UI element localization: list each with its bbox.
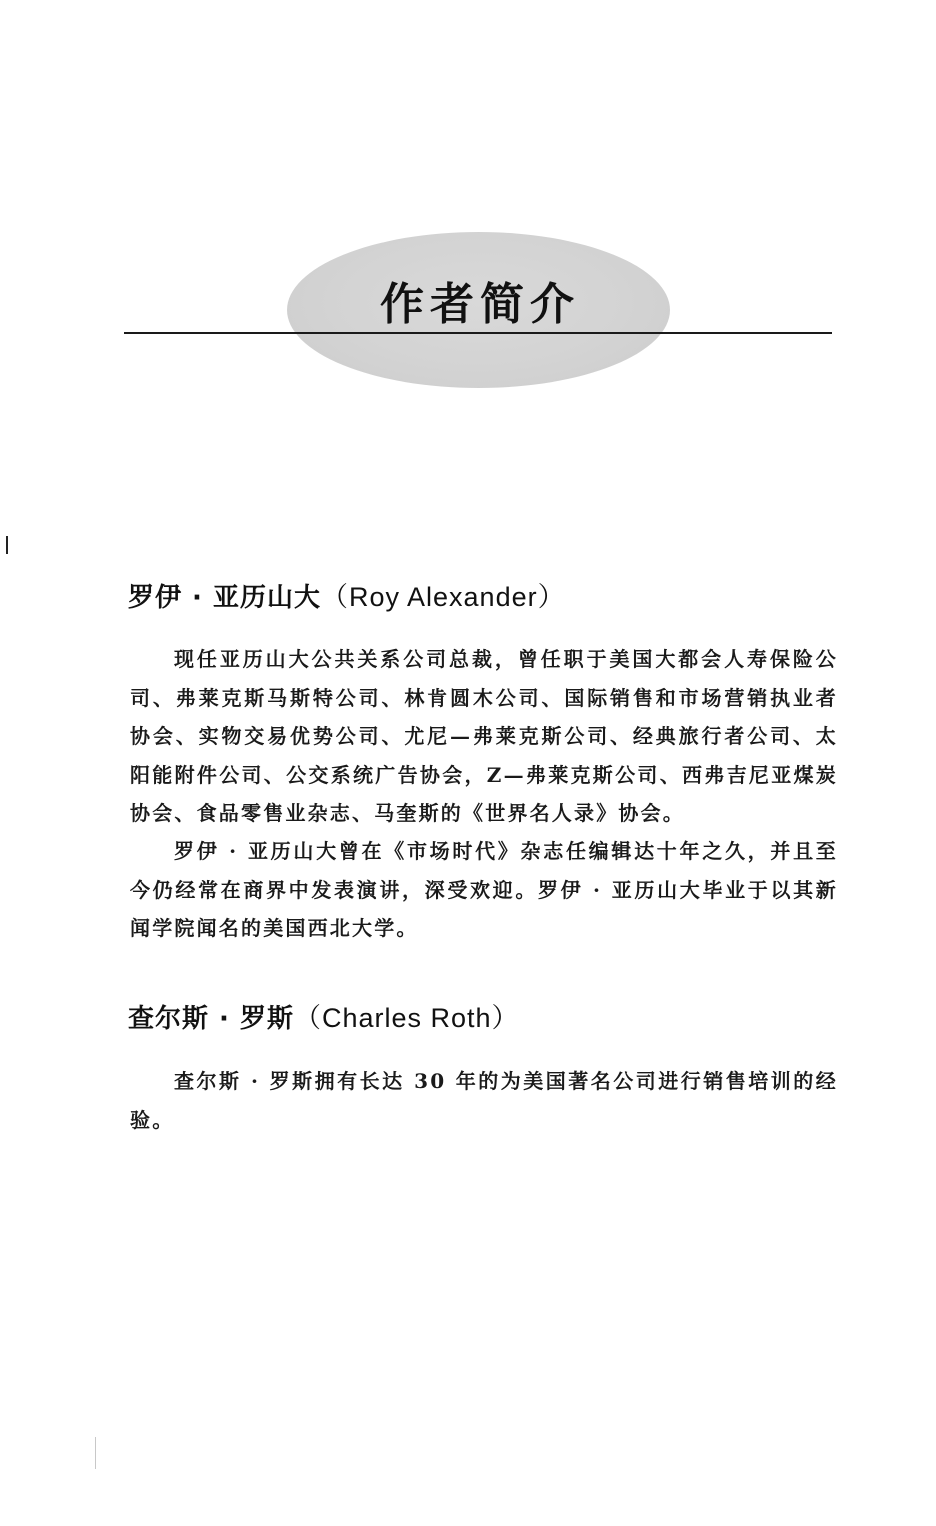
author-heading-roy-alexander bbox=[128, 575, 566, 614]
page-title: 作者简介 bbox=[380, 279, 580, 330]
author-name-chinese: 查尔斯 · 罗斯 bbox=[128, 1004, 294, 1034]
scan-margin-mark bbox=[6, 536, 8, 554]
author-bio-paragraph: 罗伊 · 亚历山大曾在《市场时代》杂志任编辑达十年之久，并且至今仍经常在商界中发表演讲，深受欢迎。罗伊 · 亚历山大毕业于以其新闻学院闻名的美国西北大学。 bbox=[130, 839, 838, 940]
author-name-english: （Roy Alexander） bbox=[320, 582, 566, 612]
author-heading-charles-roth bbox=[128, 996, 520, 1035]
author-bio-paragraph: 查尔斯 · 罗斯拥有长达 30 年的为美国著名公司进行销售培训的经验。 bbox=[130, 1069, 838, 1132]
scan-gutter-mark bbox=[95, 1437, 96, 1469]
author-name-english: （Charles Roth） bbox=[293, 1003, 520, 1033]
author-bio-paragraph: 现任亚历山大公共关系公司总裁，曾任职于美国大都会人寿保险公司、弗莱克斯马斯特公司、林肯圆木公司、国际销售和市场营销执业者协会、实物交易优势公司、尤尼—弗莱克斯公司、经典旅行者公司、太阳能附件公司、公交系统广告协会，Z—弗莱克斯公司、西弗吉尼亚煤炭协会、食品零售业杂志、马奎斯的《世界名人录》协会。 bbox=[130, 647, 838, 825]
title-underline-rule bbox=[124, 332, 832, 334]
author-name-chinese: 罗伊 · 亚历山大 bbox=[128, 583, 321, 613]
